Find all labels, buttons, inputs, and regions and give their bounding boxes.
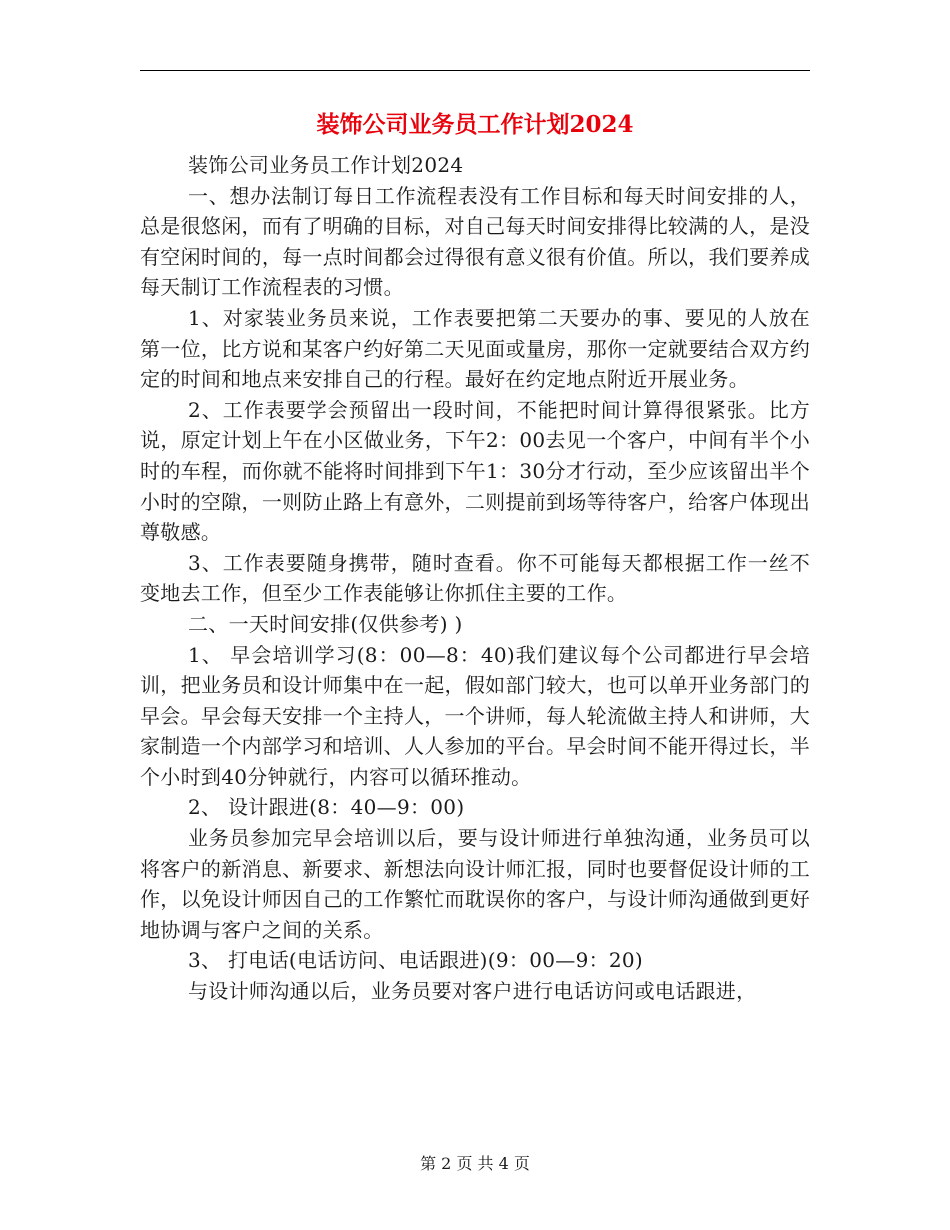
paragraph-item-2-1: 1、 早会培训学习(8：00—8：40)我们建议每个公司都进行早会培训，把业务员和设计师集中在一起，假如部门较大，也可以单开业务部门的早会。早会每天安排一个主持人，一个讲师，每人轮流做主持人和讲师，大家制造一个内部学习和培训、人人参加的平台。早会时间不能开得过长，半个小时到40分钟就行，内容可以循环推动。 — [140, 642, 810, 789]
paragraph-item-2-3-body: 与设计师沟通以后，业务员要对客户进行电话访问或电话跟进， — [188, 979, 757, 1004]
paragraph-item-1-3: 3、工作表要随身携带，随时查看。你不可能每天都根据工作一丝不变地去工作，但至少工作表能够让你抓住主要的工作。 — [140, 550, 810, 606]
paragraph-subtitle: 装饰公司业务员工作计划2024 — [188, 153, 464, 177]
document-title: 装饰公司业务员工作计划2024 — [316, 111, 634, 138]
paragraph-item-1-1: 1、对家装业务员来说，工作表要把第二天要办的事、要见的人放在第一位，比方说和某客户约好第二天见面或量房，那你一定就要结合双方约定的时间和地点来安排自己的行程。最好在约定地点附近开展业务。 — [140, 305, 810, 392]
paragraph-item-2-2-heading: 2、 设计跟进(8：40—9：00) — [188, 795, 465, 820]
paragraph-section-2: 二、一天时间安排(仅供参考) ) — [188, 611, 463, 636]
paragraph-section-1: 一、想办法制订每日工作流程表没有工作目标和每天时间安排的人，总是很悠闲，而有了明确的目标，对自己每天时间安排得比较满的人，是没有空闲时间的，每一点时间都会过得很有意义很有价值。所以，我们要养成每天制订工作流程表的习惯。 — [140, 183, 810, 300]
document-body — [140, 150, 810, 1007]
paragraph-item-2-2-body: 业务员参加完早会培训以后，要与设计师进行单独沟通，业务员可以将客户的新消息、新要求、新想法向设计师汇报，同时也要督促设计师的工作，以免设计师因自己的工作繁忙而耽误你的客户，与设计师沟通做到更好地协调与客户之间的关系。 — [140, 826, 810, 942]
paragraph-item-1-2: 2、工作表要学会预留出一段时间，不能把时间计算得很紧张。比方说，原定计划上午在小区做业务，下午2：00去见一个客户，中间有半个小时的车程，而你就不能将时间排到下午1：30分才行动，至少应该留出半个小时的空隙，一则防止路上有意外，二则提前到场等待客户，给客户体现出尊敬感。 — [140, 397, 810, 545]
paragraph-item-2-3-heading: 3、 打电话(电话访问、电话跟进)(9：00—9：20) — [188, 948, 644, 973]
header-rule — [140, 70, 810, 71]
page-footer: 第 2 页 共 4 页 — [420, 1154, 530, 1173]
